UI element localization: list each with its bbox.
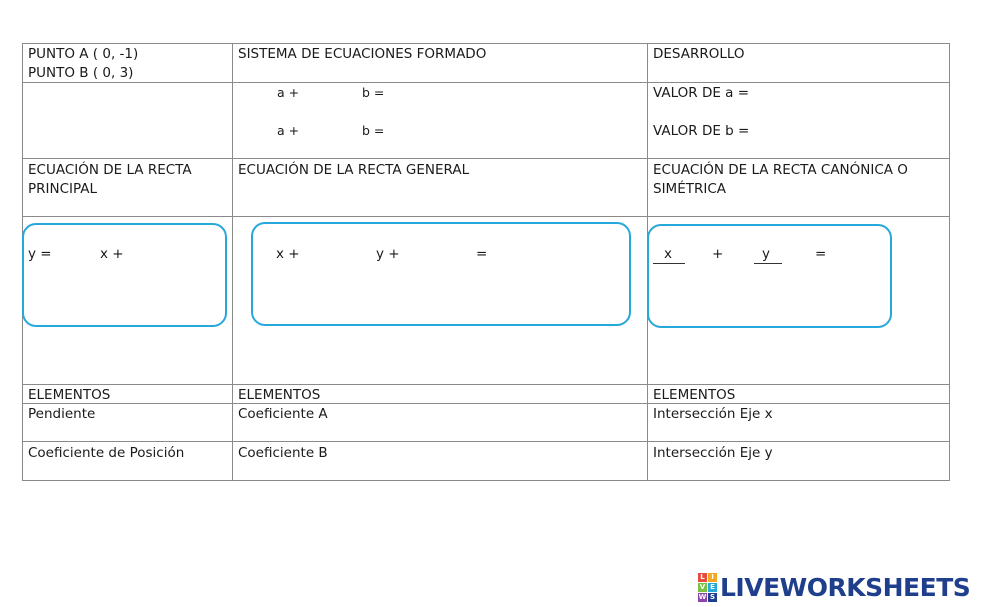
principal-y-label: y =	[28, 246, 52, 262]
principal-header-line2: PRINCIPAL	[28, 181, 98, 197]
principal-equation-answer-box[interactable]	[22, 223, 227, 327]
principal-header-line1: ECUACIÓN DE LA RECTA	[28, 162, 192, 178]
x-intercept-label: Intersección Eje x	[653, 406, 773, 422]
point-b-label: PUNTO B ( 0, 3)	[28, 65, 134, 81]
canonical-header-line2: SIMÉTRICA	[653, 181, 726, 197]
table-cell-empty	[22, 82, 233, 159]
general-equation-answer-box[interactable]	[251, 222, 631, 326]
logo-text: LIVEWORKSHEETS	[720, 572, 971, 602]
equation2-a: a +	[277, 123, 300, 138]
principal-x-label: x +	[100, 246, 124, 262]
value-a-label: VALOR DE a =	[653, 85, 750, 101]
slope-label: Pendiente	[28, 406, 96, 422]
canonical-x-label: x	[664, 246, 672, 262]
liveworksheets-logo	[698, 574, 970, 600]
canonical-equals-label: =	[815, 246, 827, 262]
point-a-label: PUNTO A ( 0, -1)	[28, 46, 139, 62]
general-x-label: x +	[276, 246, 300, 262]
general-equals-label: =	[476, 246, 488, 262]
development-header: DESARROLLO	[653, 46, 745, 62]
position-coefficient-label: Coeficiente de Posición	[28, 445, 185, 461]
coefficient-a-label: Coeficiente A	[238, 406, 328, 422]
equation1-a: a +	[277, 85, 300, 100]
general-y-label: y +	[376, 246, 400, 262]
y-intercept-label: Intersección Eje y	[653, 445, 773, 461]
equation2-b: b =	[362, 123, 385, 138]
canonical-equation-answer-box[interactable]	[647, 224, 892, 328]
elements-label-3: ELEMENTOS	[653, 387, 736, 403]
elements-label-2: ELEMENTOS	[238, 387, 321, 403]
general-header: ECUACIÓN DE LA RECTA GENERAL	[238, 162, 470, 178]
equation1-b: b =	[362, 85, 385, 100]
system-header: SISTEMA DE ECUACIONES FORMADO	[238, 46, 487, 62]
canonical-plus-label: +	[712, 246, 724, 262]
canonical-y-label: y	[762, 246, 770, 262]
coefficient-b-label: Coeficiente B	[238, 445, 328, 461]
elements-label-1: ELEMENTOS	[28, 387, 111, 403]
canonical-header-line1: ECUACIÓN DE LA RECTA CANÓNICA O	[653, 162, 908, 178]
logo-blocks-icon: L I V E W S	[698, 572, 716, 601]
value-b-label: VALOR DE b =	[653, 123, 750, 139]
